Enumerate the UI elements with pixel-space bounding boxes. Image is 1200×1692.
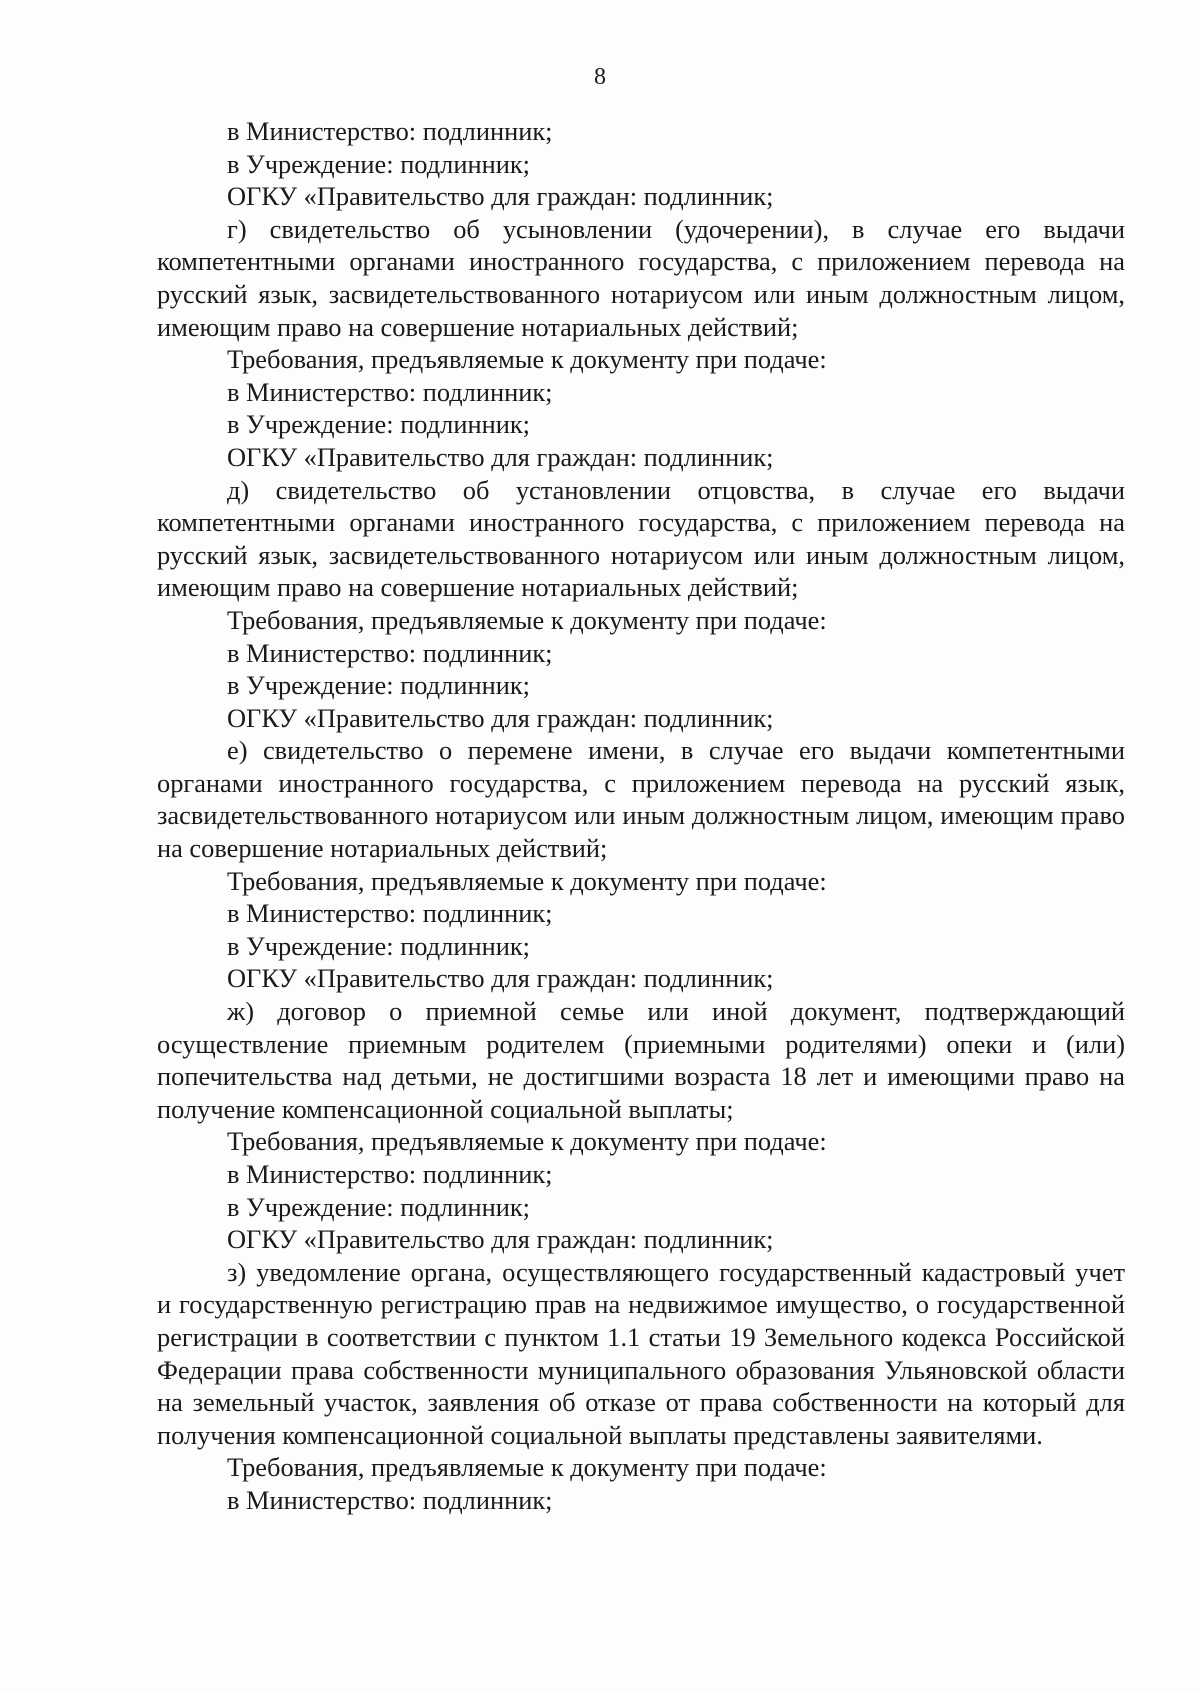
paragraph: ОГКУ «Правительство для граждан: подлинник;: [227, 441, 774, 472]
page-number: 8: [594, 64, 606, 90]
paragraph: в Министерство: подлинник;: [227, 376, 553, 407]
paragraph: г) свидетельство об усыновлении (удочерении), в случае его выдачи компетентными органами иностранного государства, с приложением перевода на русский язык, засвидетельствованного нотариусом или иным должностным лицом, имеющим право на совершение нотариальных действий;: [157, 213, 1125, 342]
paragraph: в Учреждение: подлинник;: [227, 148, 530, 179]
paragraph: в Учреждение: подлинник;: [227, 409, 530, 440]
paragraph: Требования, предъявляемые к документу при подаче:: [227, 344, 827, 375]
paragraph: Требования, предъявляемые к документу при подаче:: [227, 1126, 827, 1157]
paragraph: ОГКУ «Правительство для граждан: подлинник;: [227, 702, 774, 733]
document-body: [157, 115, 1125, 1517]
paragraph: в Министерство: подлинник;: [227, 116, 553, 146]
paragraph: ОГКУ «Правительство для граждан: подлинник;: [227, 181, 774, 212]
paragraph: Требования, предъявляемые к документу при подаче:: [227, 1452, 827, 1483]
paragraph: ж) договор о приемной семье или иной документ, подтверждающий осуществление приемным родителем (приемными родителями) опеки и (или) попечительства над детьми, не достигшими возраста 18 лет и имеющими право на получение компенсационной социальной выплаты;: [157, 996, 1125, 1124]
paragraph: в Министерство: подлинник;: [227, 898, 553, 929]
paragraph: в Учреждение: подлинник;: [227, 1191, 530, 1222]
paragraph: Требования, предъявляемые к документу при подаче:: [227, 604, 827, 635]
paragraph: Требования, предъявляемые к документу при подаче:: [227, 865, 827, 896]
paragraph: ОГКУ «Правительство для граждан: подлинник;: [227, 963, 774, 994]
paragraph: в Учреждение: подлинник;: [227, 670, 530, 701]
paragraph: в Учреждение: подлинник;: [227, 930, 530, 961]
paragraph: в Министерство: подлинник;: [227, 1484, 553, 1515]
paragraph: в Министерство: подлинник;: [227, 1159, 553, 1189]
paragraph: е) свидетельство о перемене имени, в случае его выдачи компетентными органами иностранного государства, с приложением перевода на русский язык, засвидетельствованного нотариусом или иным должностным лицом, имеющим право на совершение нотариальных действий;: [157, 735, 1125, 864]
paragraph: в Министерство: подлинник;: [227, 637, 553, 668]
paragraph: ОГКУ «Правительство для граждан: подлинник;: [227, 1224, 774, 1255]
paragraph: з) уведомление органа, осуществляющего государственный кадастровый учет и государственную регистрацию прав на недвижимое имущество, о государственной регистрации в соответствии с пунктом 1.1 статьи 19 Земельного кодекса Российской Федерации права собственности муниципального образования Ульяновской области на земельный участок, заявления об отказе от права собственности на который для получения компенсационной социальной выплаты представлены заявителями.: [157, 1256, 1125, 1450]
paragraph: д) свидетельство об установлении отцовства, в случае его выдачи компетентными органами иностранного государства, с приложением перевода на русский язык, засвидетельствованного нотариусом или иным должностным лицом, имеющим право на совершение нотариальных действий;: [157, 474, 1125, 603]
